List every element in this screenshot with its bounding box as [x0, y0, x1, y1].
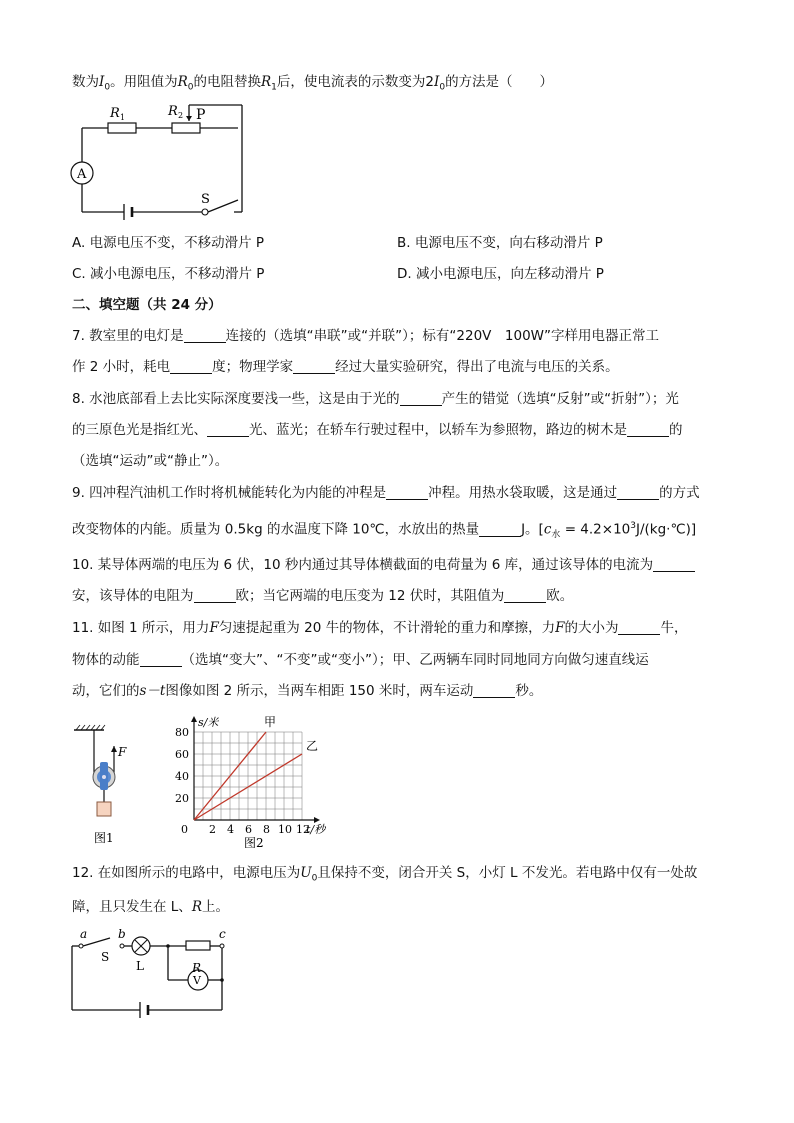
- q9-blank-2[interactable]: [617, 485, 659, 500]
- q10-line1: 10. 某导体两端的电压为 6 伏，10 秒内通过其导体横截面的电荷量为 6 库，通过该导体的电流为: [72, 555, 695, 575]
- q7-blank-2[interactable]: [170, 359, 212, 374]
- q11-line2: 物体的动能 （选填“变大”、“不变”或“变小”）；甲、乙两辆车同时同地同方向做匀速直线运: [72, 652, 649, 668]
- q8-line2: 的三原色光是指红光、 光、蓝光；在轿车行驶过程中，以轿车为参照物，路边的树木是 的: [72, 422, 683, 438]
- series-label-jia: 甲: [264, 715, 277, 729]
- x-tick-label: 12: [296, 823, 310, 836]
- q8-line1: 8. 水池底部看上去比实际深度要浅一些，这是由于光的 产生的错觉（选填“反射”或“折射”）；光: [72, 391, 679, 407]
- q10-blank-3[interactable]: [504, 588, 546, 603]
- q7-line1: 7. 教室里的电灯是 连接的（选填“串联”或“并联”）；标有“220V 100W”字样用电器正常工: [72, 328, 660, 344]
- y-axis-label: s/米: [198, 716, 219, 729]
- svg-text:1: 1: [120, 113, 126, 122]
- q9-blank-3[interactable]: [479, 522, 521, 537]
- resistor-r: [186, 941, 210, 950]
- q12-line2: 障，且只发生在 L、R上。: [72, 899, 229, 915]
- x-axis-label: t/秒: [306, 823, 326, 836]
- q12-circuit-diagram: [68, 926, 238, 1020]
- q8-line3: （选填“运动”或“静止”）。: [72, 453, 229, 469]
- series-label-yi: 乙: [306, 739, 319, 753]
- r1-resistor: [108, 123, 136, 133]
- q7-line2: 作 2 小时，耗电 度；物理学家 经过大量实验研究，得出了电流与电压的关系。: [72, 359, 619, 375]
- q6-option-a[interactable]: A. 电源电压不变，不移动滑片 P: [72, 235, 265, 251]
- svg-text:V: V: [193, 974, 201, 987]
- weight-block: [97, 802, 111, 816]
- x-tick-label: 4: [227, 823, 234, 836]
- y-tick-label: 60: [175, 748, 189, 761]
- arrow-up-icon: [111, 746, 117, 752]
- y-tick-label: 80: [175, 726, 189, 739]
- q11-blank-3[interactable]: [473, 683, 515, 698]
- q10-line2: 安，该导体的电阻为 欧；当它两端的电压变为 12 伏时，其阻值为 欧。: [72, 588, 574, 604]
- fig2-st-chart: [170, 712, 340, 848]
- svg-text:R: R: [110, 106, 120, 121]
- y-tick-label: 40: [175, 770, 189, 783]
- svg-text:2: 2: [178, 111, 184, 120]
- svg-text:P: P: [196, 107, 206, 123]
- q7-blank-1[interactable]: [184, 328, 226, 343]
- x-tick-label: 2: [209, 823, 216, 836]
- q8-blank-2[interactable]: [207, 422, 249, 437]
- lamp-icon: [132, 937, 150, 955]
- q6-stem: 数为$I_0$。用阻值为$R_0$的电阻替换$R_1$后，使电流表的示数变为$2I_0$的方法是（ ）: [72, 74, 554, 93]
- q6-option-d[interactable]: D. 减小电源电压，向左移动滑片 P: [397, 266, 604, 282]
- q8-blank-3[interactable]: [627, 422, 669, 437]
- svg-text:图1: 图1: [94, 831, 114, 845]
- svg-text:S: S: [201, 192, 210, 207]
- q11-line1: 11. 如图 1 所示，用力F匀速提起重为 20 牛的物体，不计滑轮的重力和摩擦，力F的大小为 牛，: [72, 620, 688, 636]
- q11-blank-1[interactable]: [618, 620, 660, 635]
- q6-option-b[interactable]: B. 电源电压不变，向右移动滑片 P: [397, 235, 603, 251]
- q11-line3: 动，它们的s－t图像如图 2 所示，当两车相距 150 米时，两车运动 秒。: [72, 683, 543, 699]
- origin-label: 0: [181, 823, 188, 836]
- svg-text:c: c: [219, 927, 226, 941]
- x-tick-label: 8: [263, 823, 270, 836]
- section-title: 二、填空题（共 24 分）: [72, 297, 222, 313]
- svg-text:F: F: [118, 745, 127, 759]
- q10-blank-2[interactable]: [194, 588, 236, 603]
- x-tick-label: 6: [245, 823, 252, 836]
- q9-line1: 9. 四冲程汽油机工作时将机械能转化为内能的冲程是 冲程。用热水袋取暖，这是通过 的方式: [72, 485, 700, 501]
- q6-circuit-diagram: [68, 100, 258, 224]
- x-tick-label: 10: [278, 823, 292, 836]
- svg-text:L: L: [136, 959, 144, 973]
- svg-text:R: R: [192, 961, 202, 975]
- q9-blank-1[interactable]: [386, 485, 428, 500]
- y-tick-label: 20: [175, 792, 189, 805]
- svg-text:b: b: [118, 927, 126, 941]
- q11-blank-2[interactable]: [140, 652, 182, 667]
- q12-line1: 12. 在如图所示的电路中，电源电压为$U_0$且保持不变，闭合开关 S，小灯 L 不发光。若电路中仅有一处故: [72, 865, 698, 884]
- q7-blank-3[interactable]: [293, 359, 335, 374]
- q9-line2: 改变物体的内能。质量为 0.5kg 的水温度下降 10℃，水放出的热量 J。[$c_水$ = $4.2\times 10^3J/(kg\cdot℃)$]: [72, 521, 697, 541]
- q10-blank-1[interactable]: [653, 557, 695, 572]
- svg-text:S: S: [101, 950, 110, 964]
- q8-blank-1[interactable]: [400, 391, 442, 406]
- r2-rheostat: [172, 123, 200, 133]
- svg-text:A: A: [77, 167, 87, 182]
- y-axis-arrow: [191, 716, 197, 722]
- fig2-caption: 图2: [244, 836, 264, 848]
- svg-text:a: a: [80, 927, 88, 941]
- q6-option-c[interactable]: C. 减小电源电压，不移动滑片 P: [72, 266, 265, 282]
- fig1-pulley: [70, 722, 140, 848]
- svg-text:R: R: [168, 104, 178, 119]
